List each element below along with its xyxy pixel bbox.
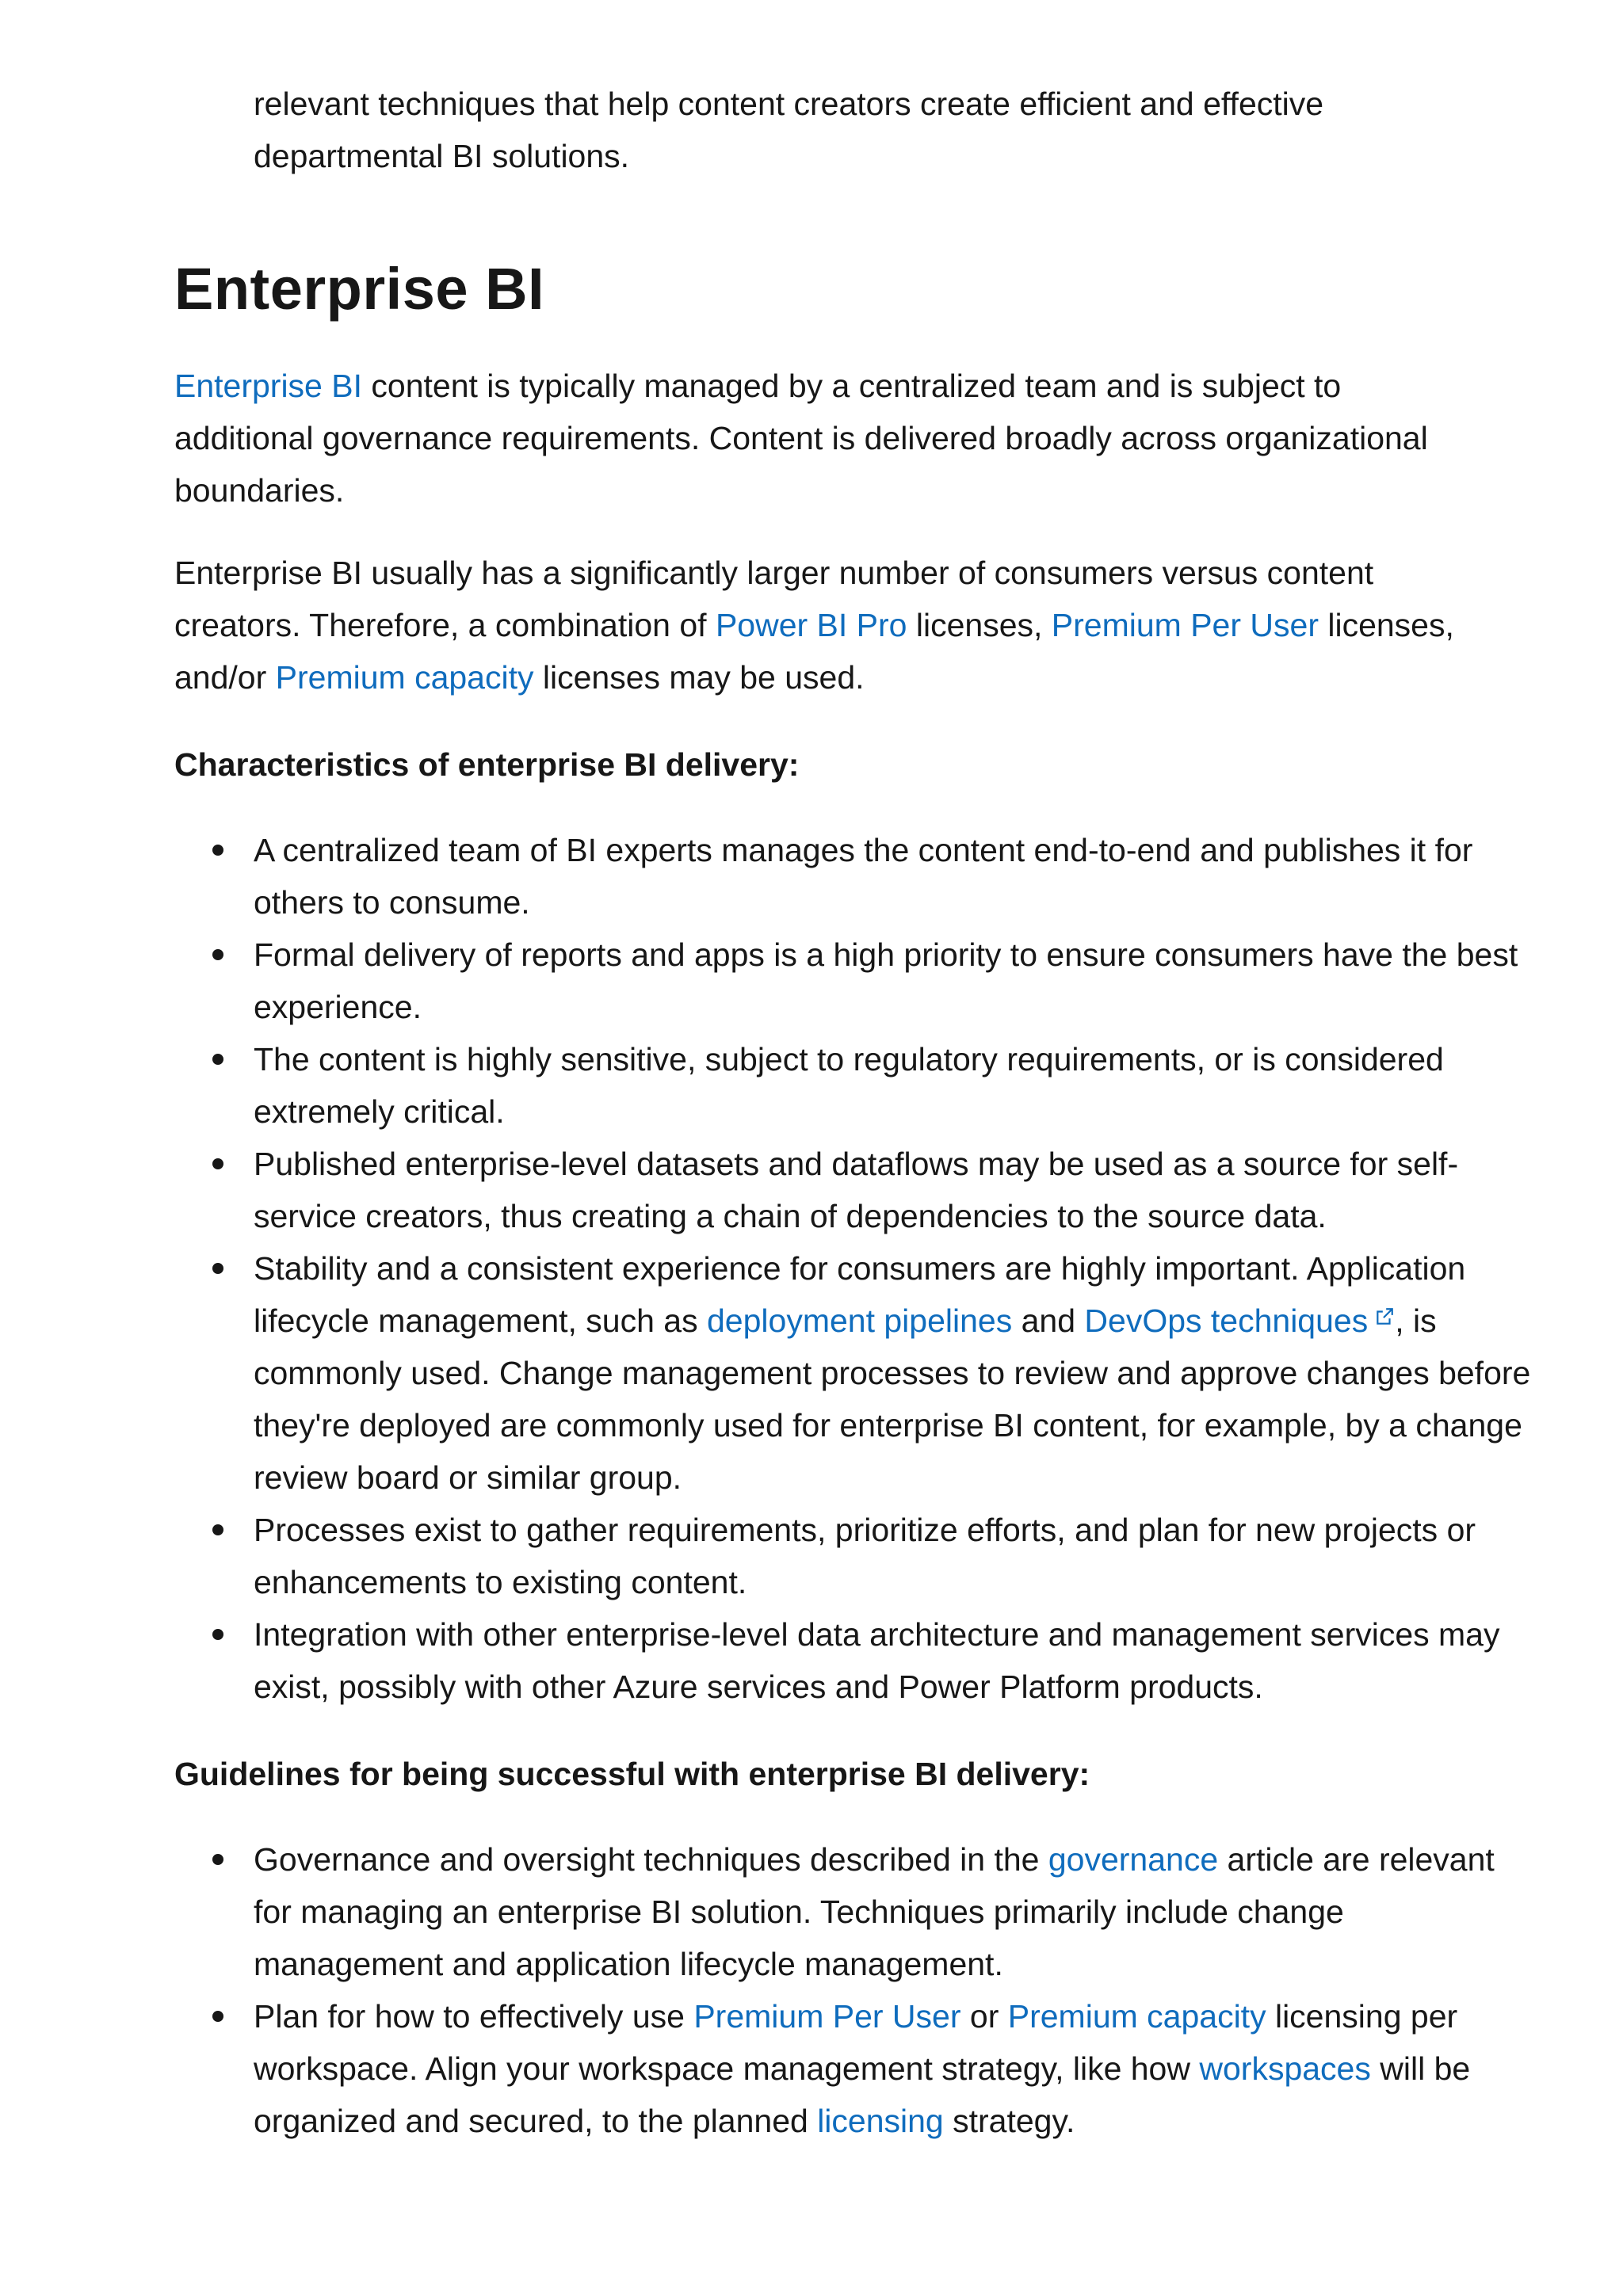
list-item-text: strategy. — [943, 2103, 1075, 2139]
list-item-text: Plan for how to effectively use — [254, 1998, 694, 2035]
section-heading: Enterprise BI — [174, 256, 545, 322]
intro-continuation — [254, 78, 1474, 182]
paragraph-text: licenses may be used. — [533, 659, 865, 696]
list-item — [254, 1138, 1537, 1242]
bullet-icon — [212, 1629, 223, 1640]
guidelines-list — [174, 1833, 1537, 2147]
list-item — [254, 929, 1537, 1033]
list-item-text: The content is highly sensitive, subject to regulatory requirements, or is considered extremely critical. — [254, 1041, 1444, 1130]
premium-per-user-link[interactable]: Premium Per User — [693, 1998, 961, 2035]
list-item-text: or — [960, 1998, 1008, 2035]
bullet-icon — [212, 2011, 223, 2022]
list-item-text: Governance and oversight techniques described in the — [254, 1841, 1048, 1878]
enterprise-bi-link[interactable]: Enterprise BI — [174, 368, 362, 404]
deployment-pipelines-link[interactable]: deployment pipelines — [707, 1302, 1013, 1339]
list-item-text: Stability and a consistent experience for consumers are highly important. Application lifecycle management, such as — [254, 1250, 1466, 1339]
list-item-text: and — [1012, 1302, 1085, 1339]
governance-link[interactable]: governance — [1048, 1841, 1219, 1878]
bullet-icon — [212, 1263, 223, 1274]
list-item-text: Published enterprise-level datasets and dataflows may be used as a source for self-service creators, thus creating a chain of dependencies to the source data. — [254, 1146, 1459, 1234]
external-link-icon — [1374, 1306, 1395, 1327]
characteristics-list — [174, 824, 1537, 1713]
premium-capacity-link[interactable]: Premium capacity — [1007, 1998, 1266, 2035]
list-item — [254, 1242, 1537, 1504]
paragraph-text: licenses, and/or — [174, 607, 1454, 696]
licensing-link[interactable]: licensing — [817, 2103, 944, 2139]
list-item-text: Processes exist to gather requirements, prioritize efforts, and plan for new projects or enhancements to existing content. — [254, 1512, 1476, 1600]
list-item — [254, 1504, 1537, 1608]
bullet-icon — [212, 1054, 223, 1065]
bullet-icon — [212, 1854, 223, 1865]
list-item-text: licensing per workspace. Align your workspace management strategy, like how — [254, 1998, 1458, 2087]
list-item — [254, 1033, 1537, 1138]
paragraph-enterprise-bi-intro — [174, 360, 1474, 517]
devops-techniques-link[interactable]: DevOps techniques — [1084, 1302, 1395, 1339]
premium-per-user-link[interactable]: Premium Per User — [1051, 607, 1319, 643]
list-item — [254, 1608, 1537, 1713]
intro-text: relevant techniques that help content creators create efficient and effective departmental BI solutions. — [254, 86, 1324, 174]
characteristics-heading: Characteristics of enterprise BI delivery: — [174, 746, 800, 783]
paragraph-licensing — [174, 547, 1474, 704]
paragraph-text: licenses, — [907, 607, 1052, 643]
bullet-icon — [212, 1158, 223, 1169]
list-item — [254, 1833, 1537, 1990]
list-item — [254, 824, 1537, 929]
bullet-icon — [212, 1524, 223, 1535]
list-item-text: , is commonly used. Change management processes to review and approve changes before they're deployed are commonly used for enterprise BI content, for example, by a change review board or similar group. — [254, 1302, 1531, 1496]
list-item-text: will be organized and secured, to the planned — [254, 2050, 1471, 2139]
list-item — [254, 1990, 1537, 2147]
list-item-text: article are relevant for managing an enterprise BI solution. Techniques primarily include change management and application lifecycle management. — [254, 1841, 1495, 1982]
power-bi-pro-link[interactable]: Power BI Pro — [715, 607, 907, 643]
workspaces-link[interactable]: workspaces — [1199, 2050, 1371, 2087]
premium-capacity-link[interactable]: Premium capacity — [275, 659, 534, 696]
guidelines-heading: Guidelines for being successful with enterprise BI delivery: — [174, 1756, 1090, 1792]
bullet-icon — [212, 845, 223, 856]
list-item-text: A centralized team of BI experts manages the content end-to-end and publishes it for others to consume. — [254, 832, 1473, 921]
bullet-icon — [212, 949, 223, 960]
paragraph-text: content is typically managed by a centralized team and is subject to additional governance requirements. Content is delivered broadly across organizational boundaries. — [174, 368, 1428, 509]
list-item-text: Integration with other enterprise-level data architecture and management services may exist, possibly with other Azure services and Power Platform products. — [254, 1616, 1500, 1705]
paragraph-text: Enterprise BI usually has a significantly larger number of consumers versus content creators. Therefore, a combination of — [174, 555, 1374, 643]
list-item-text: Formal delivery of reports and apps is a high priority to ensure consumers have the best experience. — [254, 936, 1518, 1025]
